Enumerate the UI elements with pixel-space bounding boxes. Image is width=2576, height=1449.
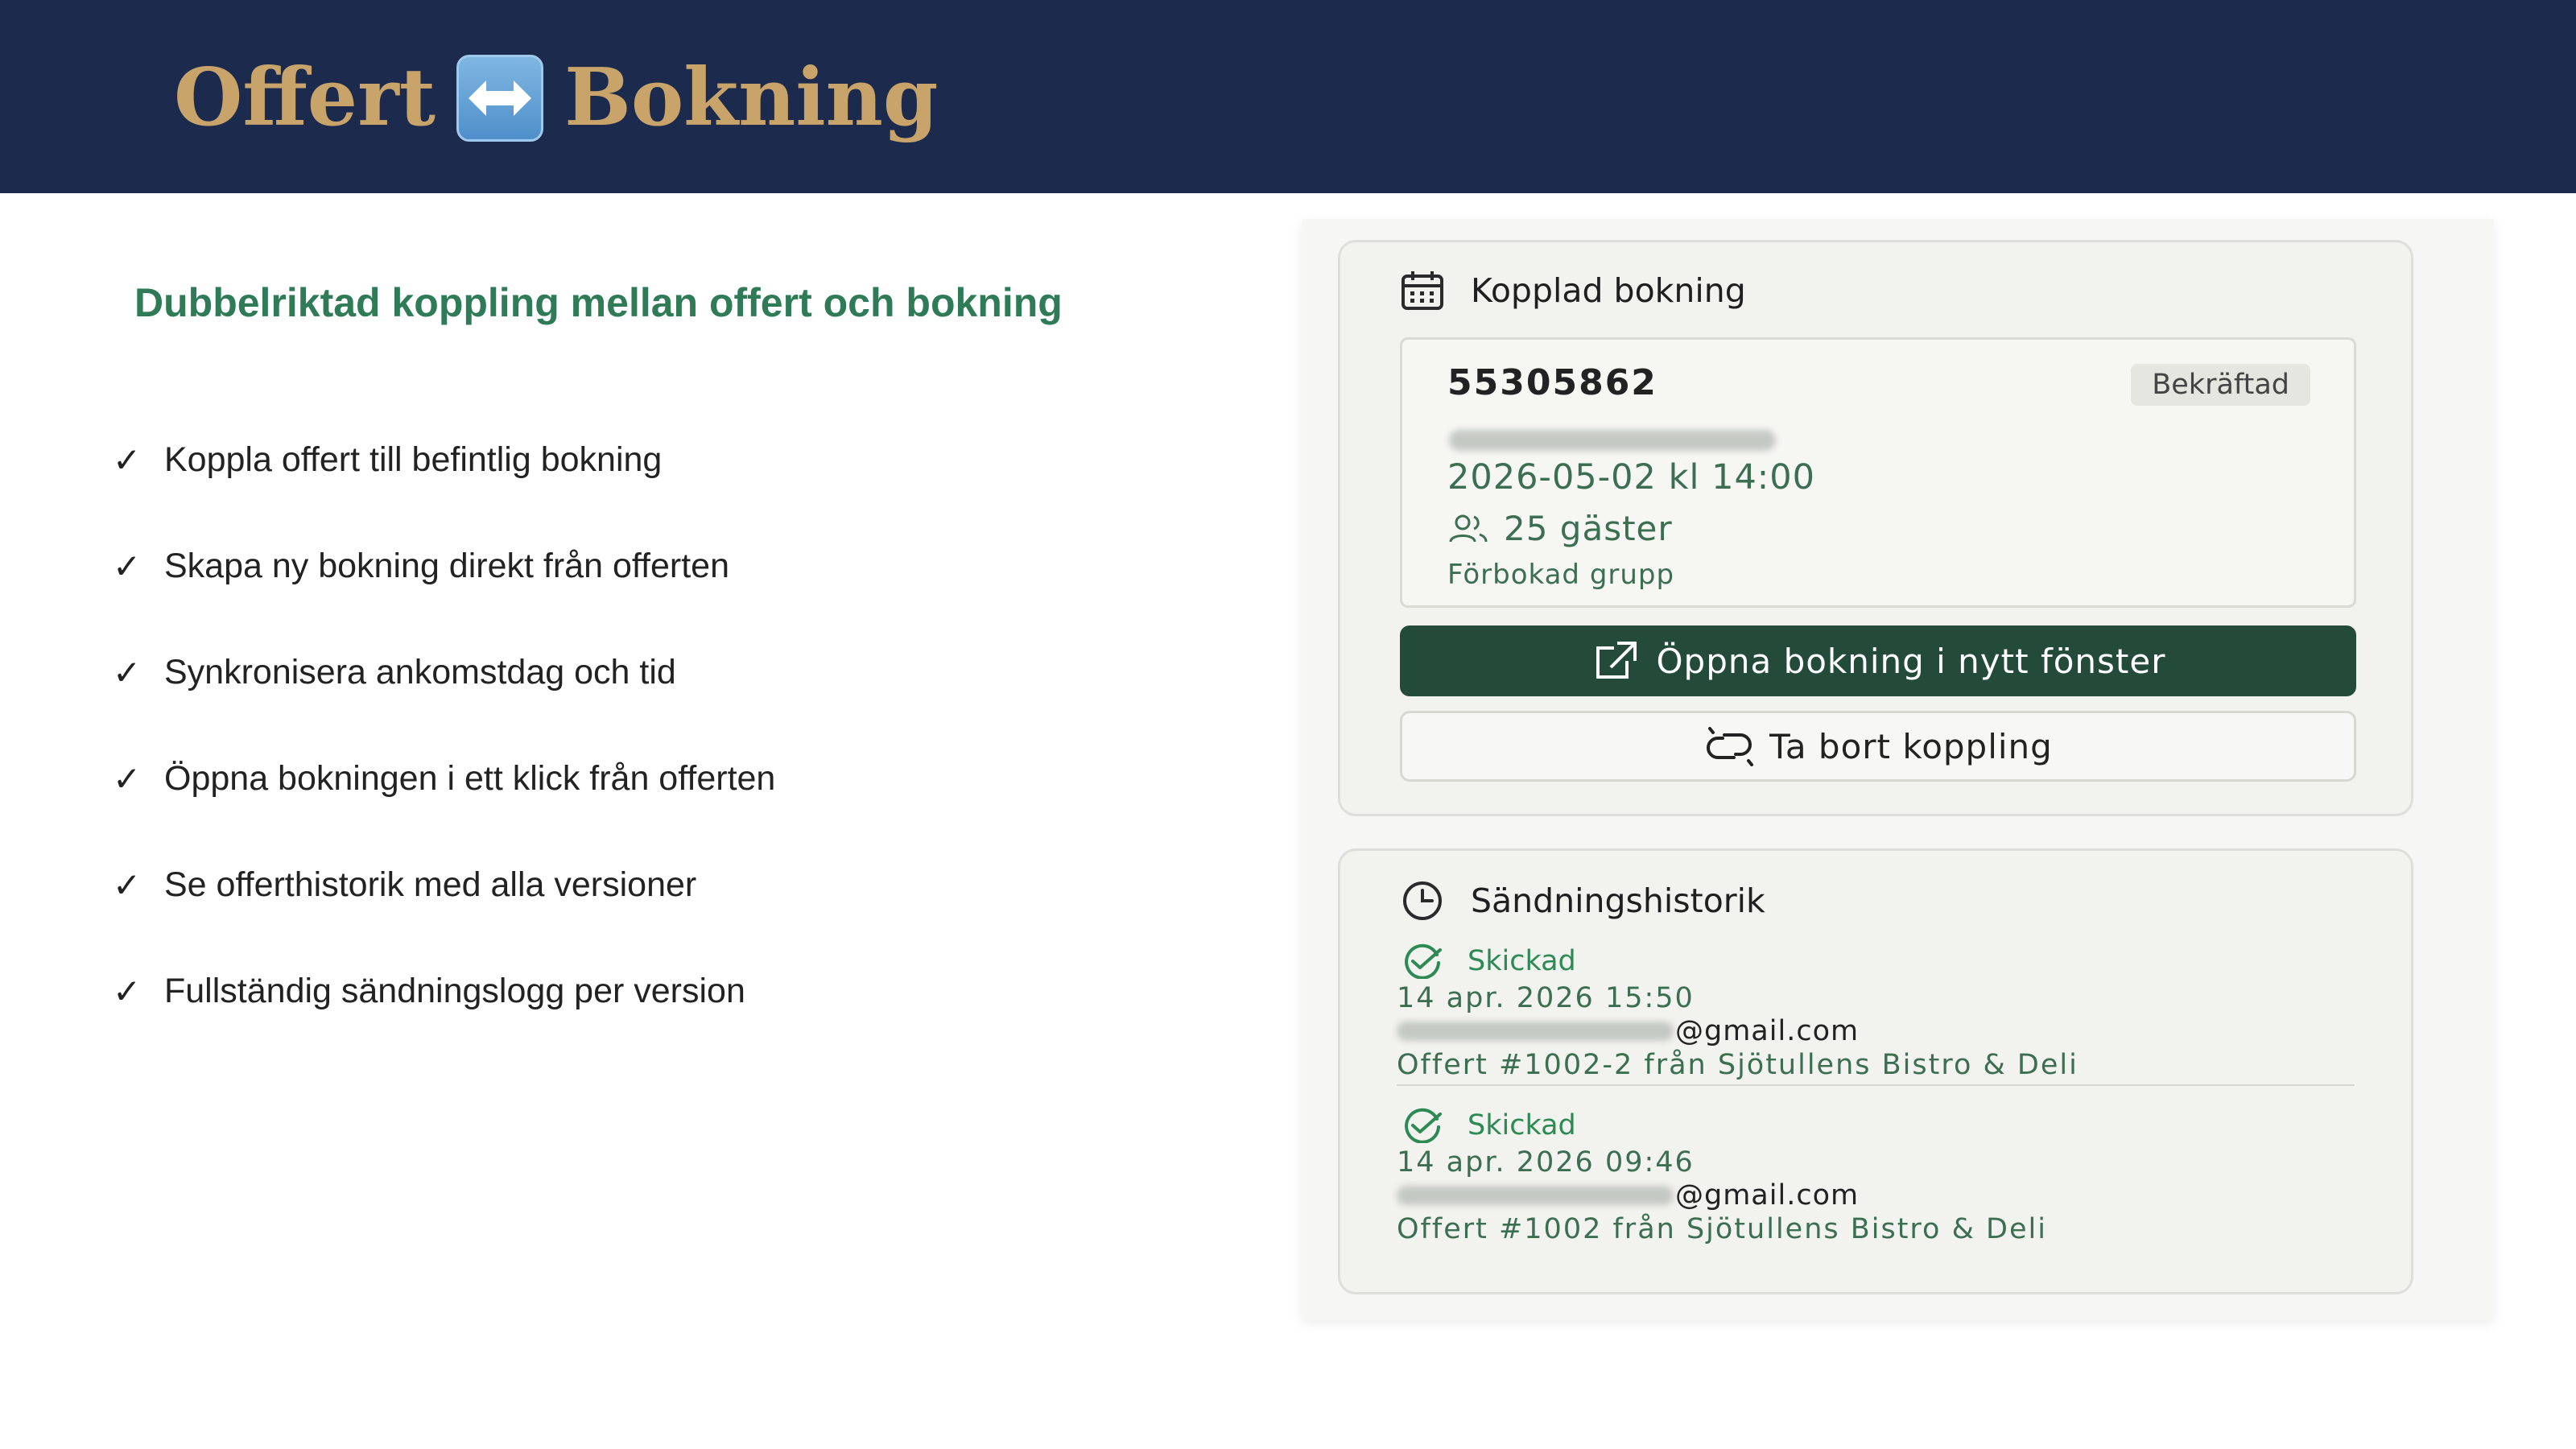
feature-text: Skapa ny bokning direkt från offerten <box>164 546 729 585</box>
title-offert: Offert <box>174 52 436 144</box>
history-entry <box>1397 941 2363 1083</box>
calendar-icon <box>1400 270 1445 312</box>
feature-text: Synkronisera ankomstdag och tid <box>164 652 676 691</box>
guest-count <box>1447 509 1673 548</box>
remove-link-label: Ta bort koppling <box>1769 726 2053 766</box>
divider <box>1397 1084 2355 1086</box>
booking-summary[interactable] <box>1400 337 2356 608</box>
clock-icon <box>1400 880 1445 922</box>
header-band <box>0 0 2576 193</box>
email-redacted <box>1397 1022 1674 1041</box>
check-icon: ✓ <box>113 440 142 479</box>
linked-booking-card <box>1338 240 2413 816</box>
status-badge: Bekräftad <box>2131 364 2310 406</box>
list-item <box>113 407 775 513</box>
feature-text: Fullständig sändningslogg per version <box>164 971 745 1010</box>
list-item <box>113 725 775 832</box>
feature-list <box>113 407 775 1044</box>
check-circle-icon <box>1397 943 1447 979</box>
unlink-icon <box>1703 725 1755 767</box>
guest-count-text: 25 gäster <box>1504 509 1673 548</box>
subtitle: Dubbelriktad koppling mellan offert och bokning <box>134 280 1063 325</box>
card-title: Kopplad bokning <box>1471 271 1746 310</box>
check-icon: ✓ <box>113 865 142 904</box>
entry-status-text: Skickad <box>1468 1109 1576 1141</box>
open-booking-label: Öppna bokning i nytt fönster <box>1656 641 2166 681</box>
history-entry <box>1397 1105 2363 1247</box>
check-icon: ✓ <box>113 547 142 585</box>
left-right-arrow-icon <box>456 55 543 142</box>
email-domain: @gmail.com <box>1675 1179 1860 1212</box>
check-circle-icon <box>1397 1108 1447 1143</box>
check-icon: ✓ <box>113 759 142 798</box>
entry-email <box>1397 1179 2363 1212</box>
email-domain: @gmail.com <box>1675 1015 1860 1047</box>
check-icon: ✓ <box>113 653 142 691</box>
entry-time: 14 apr. 2026 15:50 <box>1397 982 1695 1014</box>
booking-number: 55305862 <box>1447 362 1657 403</box>
external-link-icon <box>1590 640 1641 682</box>
list-item <box>113 513 775 619</box>
open-booking-button[interactable] <box>1400 625 2356 696</box>
users-icon <box>1447 513 1489 545</box>
entry-status-text: Skickad <box>1468 945 1576 977</box>
booking-type: Förbokad grupp <box>1447 559 1675 591</box>
card-title: Sändningshistorik <box>1471 881 1765 920</box>
entry-time: 14 apr. 2026 09:46 <box>1397 1146 1695 1179</box>
entry-status <box>1397 941 2363 981</box>
linked-booking-header <box>1400 270 1746 312</box>
entry-email <box>1397 1015 2363 1047</box>
email-redacted <box>1397 1186 1674 1205</box>
page-title <box>174 50 938 147</box>
remove-link-button[interactable] <box>1400 711 2356 782</box>
send-history-card <box>1338 848 2413 1294</box>
feature-text: Öppna bokningen i ett klick från offerten <box>164 758 776 798</box>
send-history-header <box>1400 880 1765 922</box>
list-item <box>113 619 775 725</box>
booking-datetime: 2026-05-02 kl 14:00 <box>1447 457 1815 497</box>
guest-name-redacted <box>1449 430 1776 451</box>
entry-subject: Offert #1002 från Sjötullens Bistro & Deli <box>1397 1213 2047 1245</box>
entry-subject: Offert #1002-2 från Sjötullens Bistro & Deli <box>1397 1049 2079 1081</box>
feature-text: Se offerthistorik med alla versioner <box>164 865 697 904</box>
entry-status <box>1397 1105 2363 1146</box>
list-item <box>113 832 775 938</box>
list-item <box>113 938 775 1044</box>
feature-text: Koppla offert till befintlig bokning <box>164 440 663 479</box>
title-bokning: Bokning <box>564 52 939 144</box>
check-icon: ✓ <box>113 972 142 1010</box>
app-screenshot <box>1302 219 2494 1320</box>
